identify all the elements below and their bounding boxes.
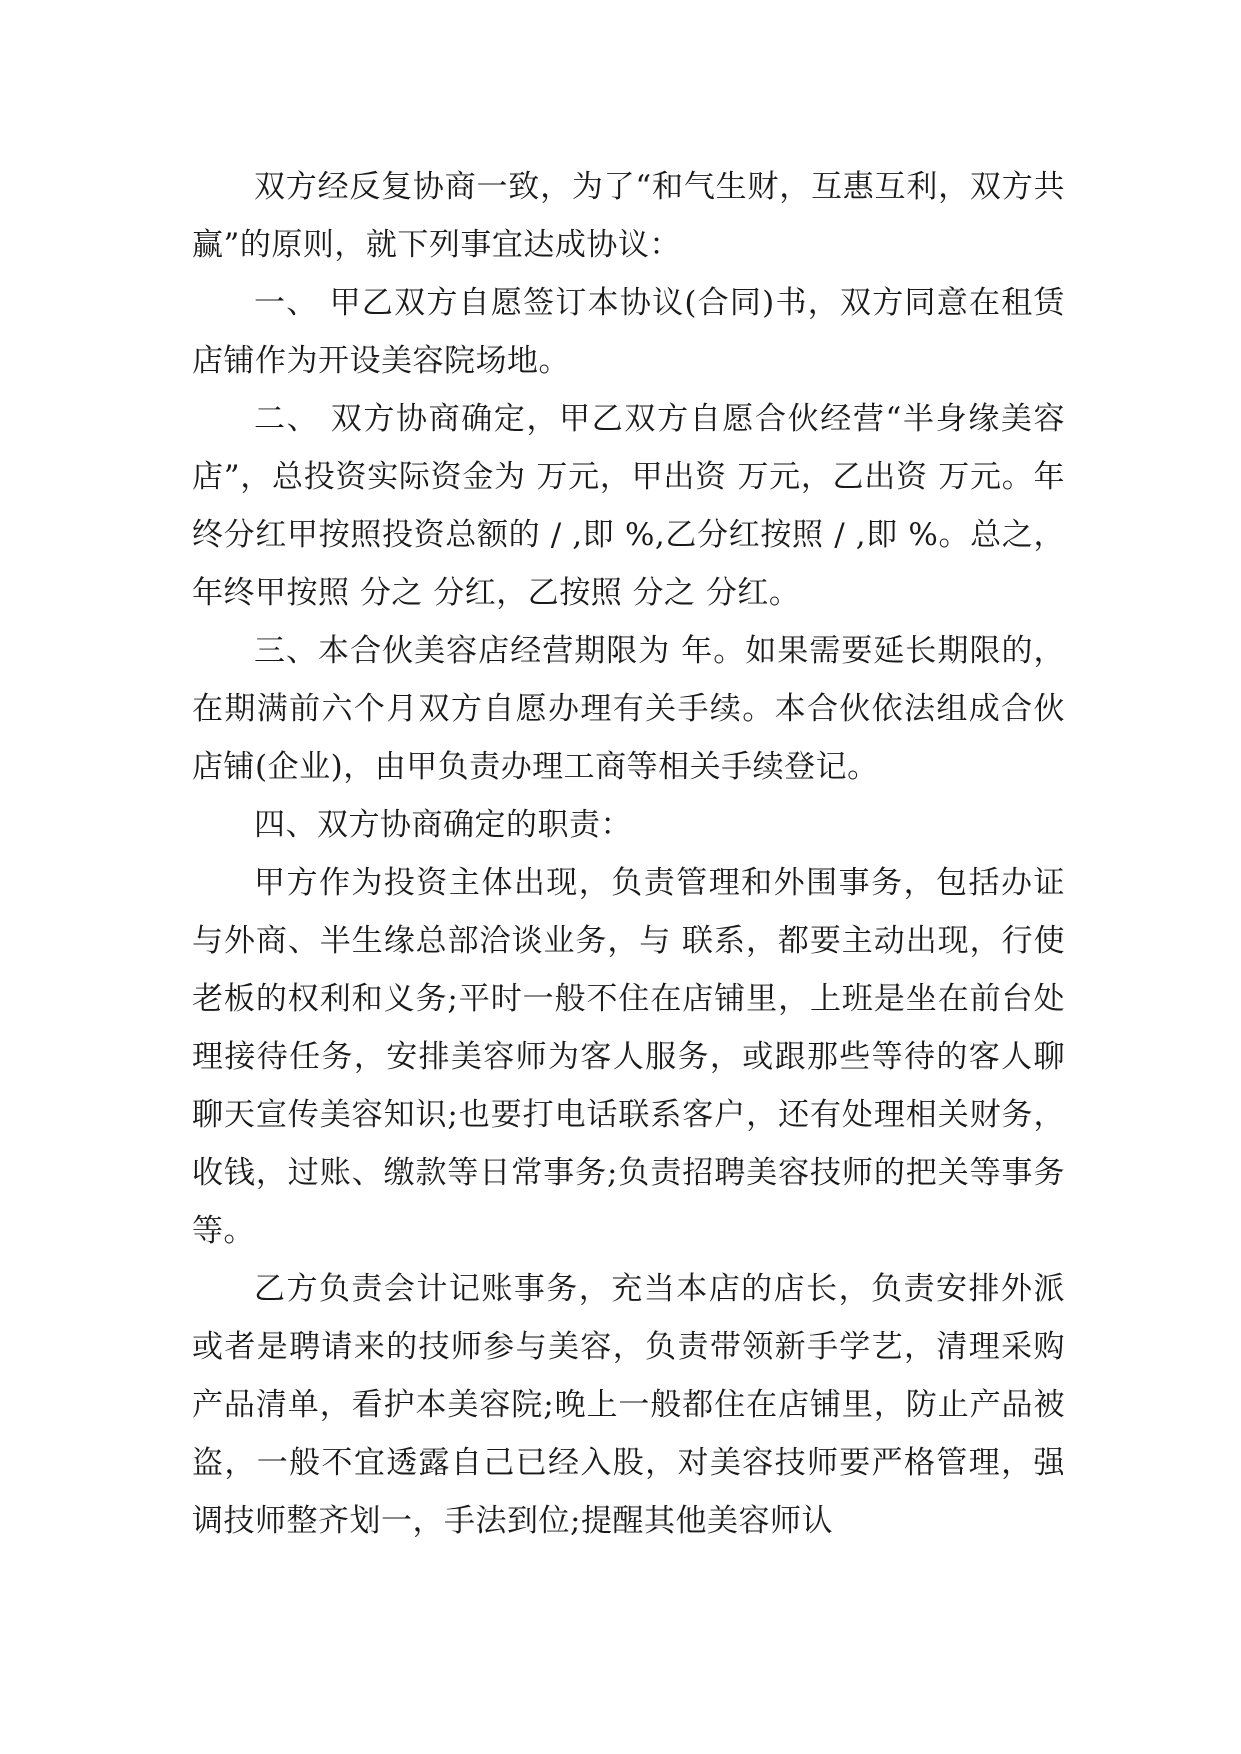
paragraph-clause-4-heading: 四、双方协商确定的职责： (254, 807, 632, 843)
paragraph-clause-3: 三、本合伙美容店经营期限为 年。如果需要延长期限的，在期满前六个月双方自愿办理有关手续。本合伙依法组成合伙店铺(企业)，由甲负责办理工商等相关手续登记。 (192, 633, 1065, 785)
paragraph-party-b-duties: 乙方负责会计记账事务，充当本店的店长，负责安排外派或者是聘请来的技师参与美容，负责带领新手学艺，清理采购产品清单，看护本美容院;晚上一般都住在店铺里，防止产品被盗，一般不宜透露自己已经入股，对美容技师要严格管理，强调技师整齐划一，手法到位;提醒其他美容师认 (192, 1271, 1065, 1539)
paragraph-party-a-duties: 甲方作为投资主体出现，负责管理和外围事务，包括办证与外商、半生缘总部洽谈业务，与 联系，都要主动出现，行使老板的权利和义务;平时一般不住在店铺里，上班是坐在前台处理接待任务，安排美容师为客人服务，或跟那些等待的客人聊聊天宣传美容知识;也要打电话联系客户，还有处理相关财务，收钱，过账、缴款等日常事务;负责招聘美容技师的把关等事务等。 (192, 865, 1065, 1249)
paragraph-clause-1: 一、 甲乙双方自愿签订本协议(合同)书，双方同意在租赁店铺作为开设美容院场地。 (192, 285, 1065, 379)
paragraph-clause-2: 二、 双方协商确定，甲乙双方自愿合伙经营“半身缘美容店”，总投资实际资金为 万元，甲出资 万元，乙出资 万元。年终分红甲按照投资总额的 / ,即 %,乙分红按照 / ,即 %。总之，年终甲按照 分之 分红，乙按照 分之 分红。 (192, 401, 1065, 611)
document-body (192, 158, 1065, 1550)
paragraph-intro: 双方经反复协商一致，为了“和气生财，互惠互利，双方共赢”的原则，就下列事宜达成协议： (192, 169, 1065, 263)
